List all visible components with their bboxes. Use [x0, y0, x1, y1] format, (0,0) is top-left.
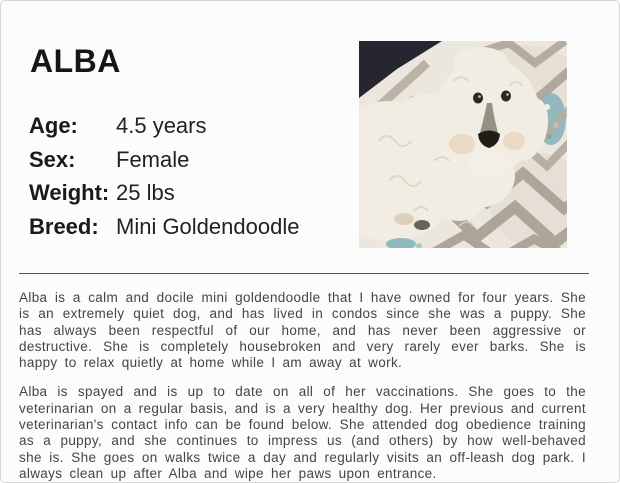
info-value-sex: Female: [116, 146, 190, 172]
info-row-weight: [29, 180, 351, 214]
info-row-sex: [29, 147, 351, 181]
info-value-age: 4.5 years: [116, 113, 207, 138]
description-paragraph-1: Alba is a calm and docile mini goldendoodle that I have owned for four years. She is an extremely quiet dog, and has lived in condos since she was a puppy. She has always been respectful of our home, and has never been aggressive or destructive. She is completely housebroken and very rarely ever barks. She is happy to relax quietly at home while I am away at work.: [19, 290, 586, 371]
info-label-breed: Breed:: [29, 213, 99, 239]
dog-photo: [359, 41, 567, 248]
divider: [19, 273, 589, 274]
description-section: [19, 290, 586, 483]
info-value-breed: Mini Goldendoodle: [116, 213, 300, 239]
info-table: [29, 113, 351, 247]
info-label-age: Age:: [29, 113, 78, 138]
info-label-sex: Sex:: [29, 146, 76, 172]
info-row-age: [29, 113, 351, 147]
description-paragraph-2: Alba is spayed and is up to date on all of her vaccinations. She goes to the veterinarian on a regular basis, and is a very healthy dog. Her previous and current veterinarian's contact info can be found below. She attended dog obedience training as a puppy, and she continues to impress us (and others) by how well-behaved she is. She goes on walks twice a day and regularly visits an off-leash dog park. I always clean up after Alba and wipe her paws upon entrance.: [19, 384, 586, 481]
info-row-breed: [29, 214, 351, 248]
info-value-weight: 25 lbs: [116, 180, 175, 205]
page-title: ALBA: [30, 43, 121, 79]
dog-photo-illustration: [359, 41, 567, 248]
info-label-weight: Weight:: [29, 180, 110, 205]
